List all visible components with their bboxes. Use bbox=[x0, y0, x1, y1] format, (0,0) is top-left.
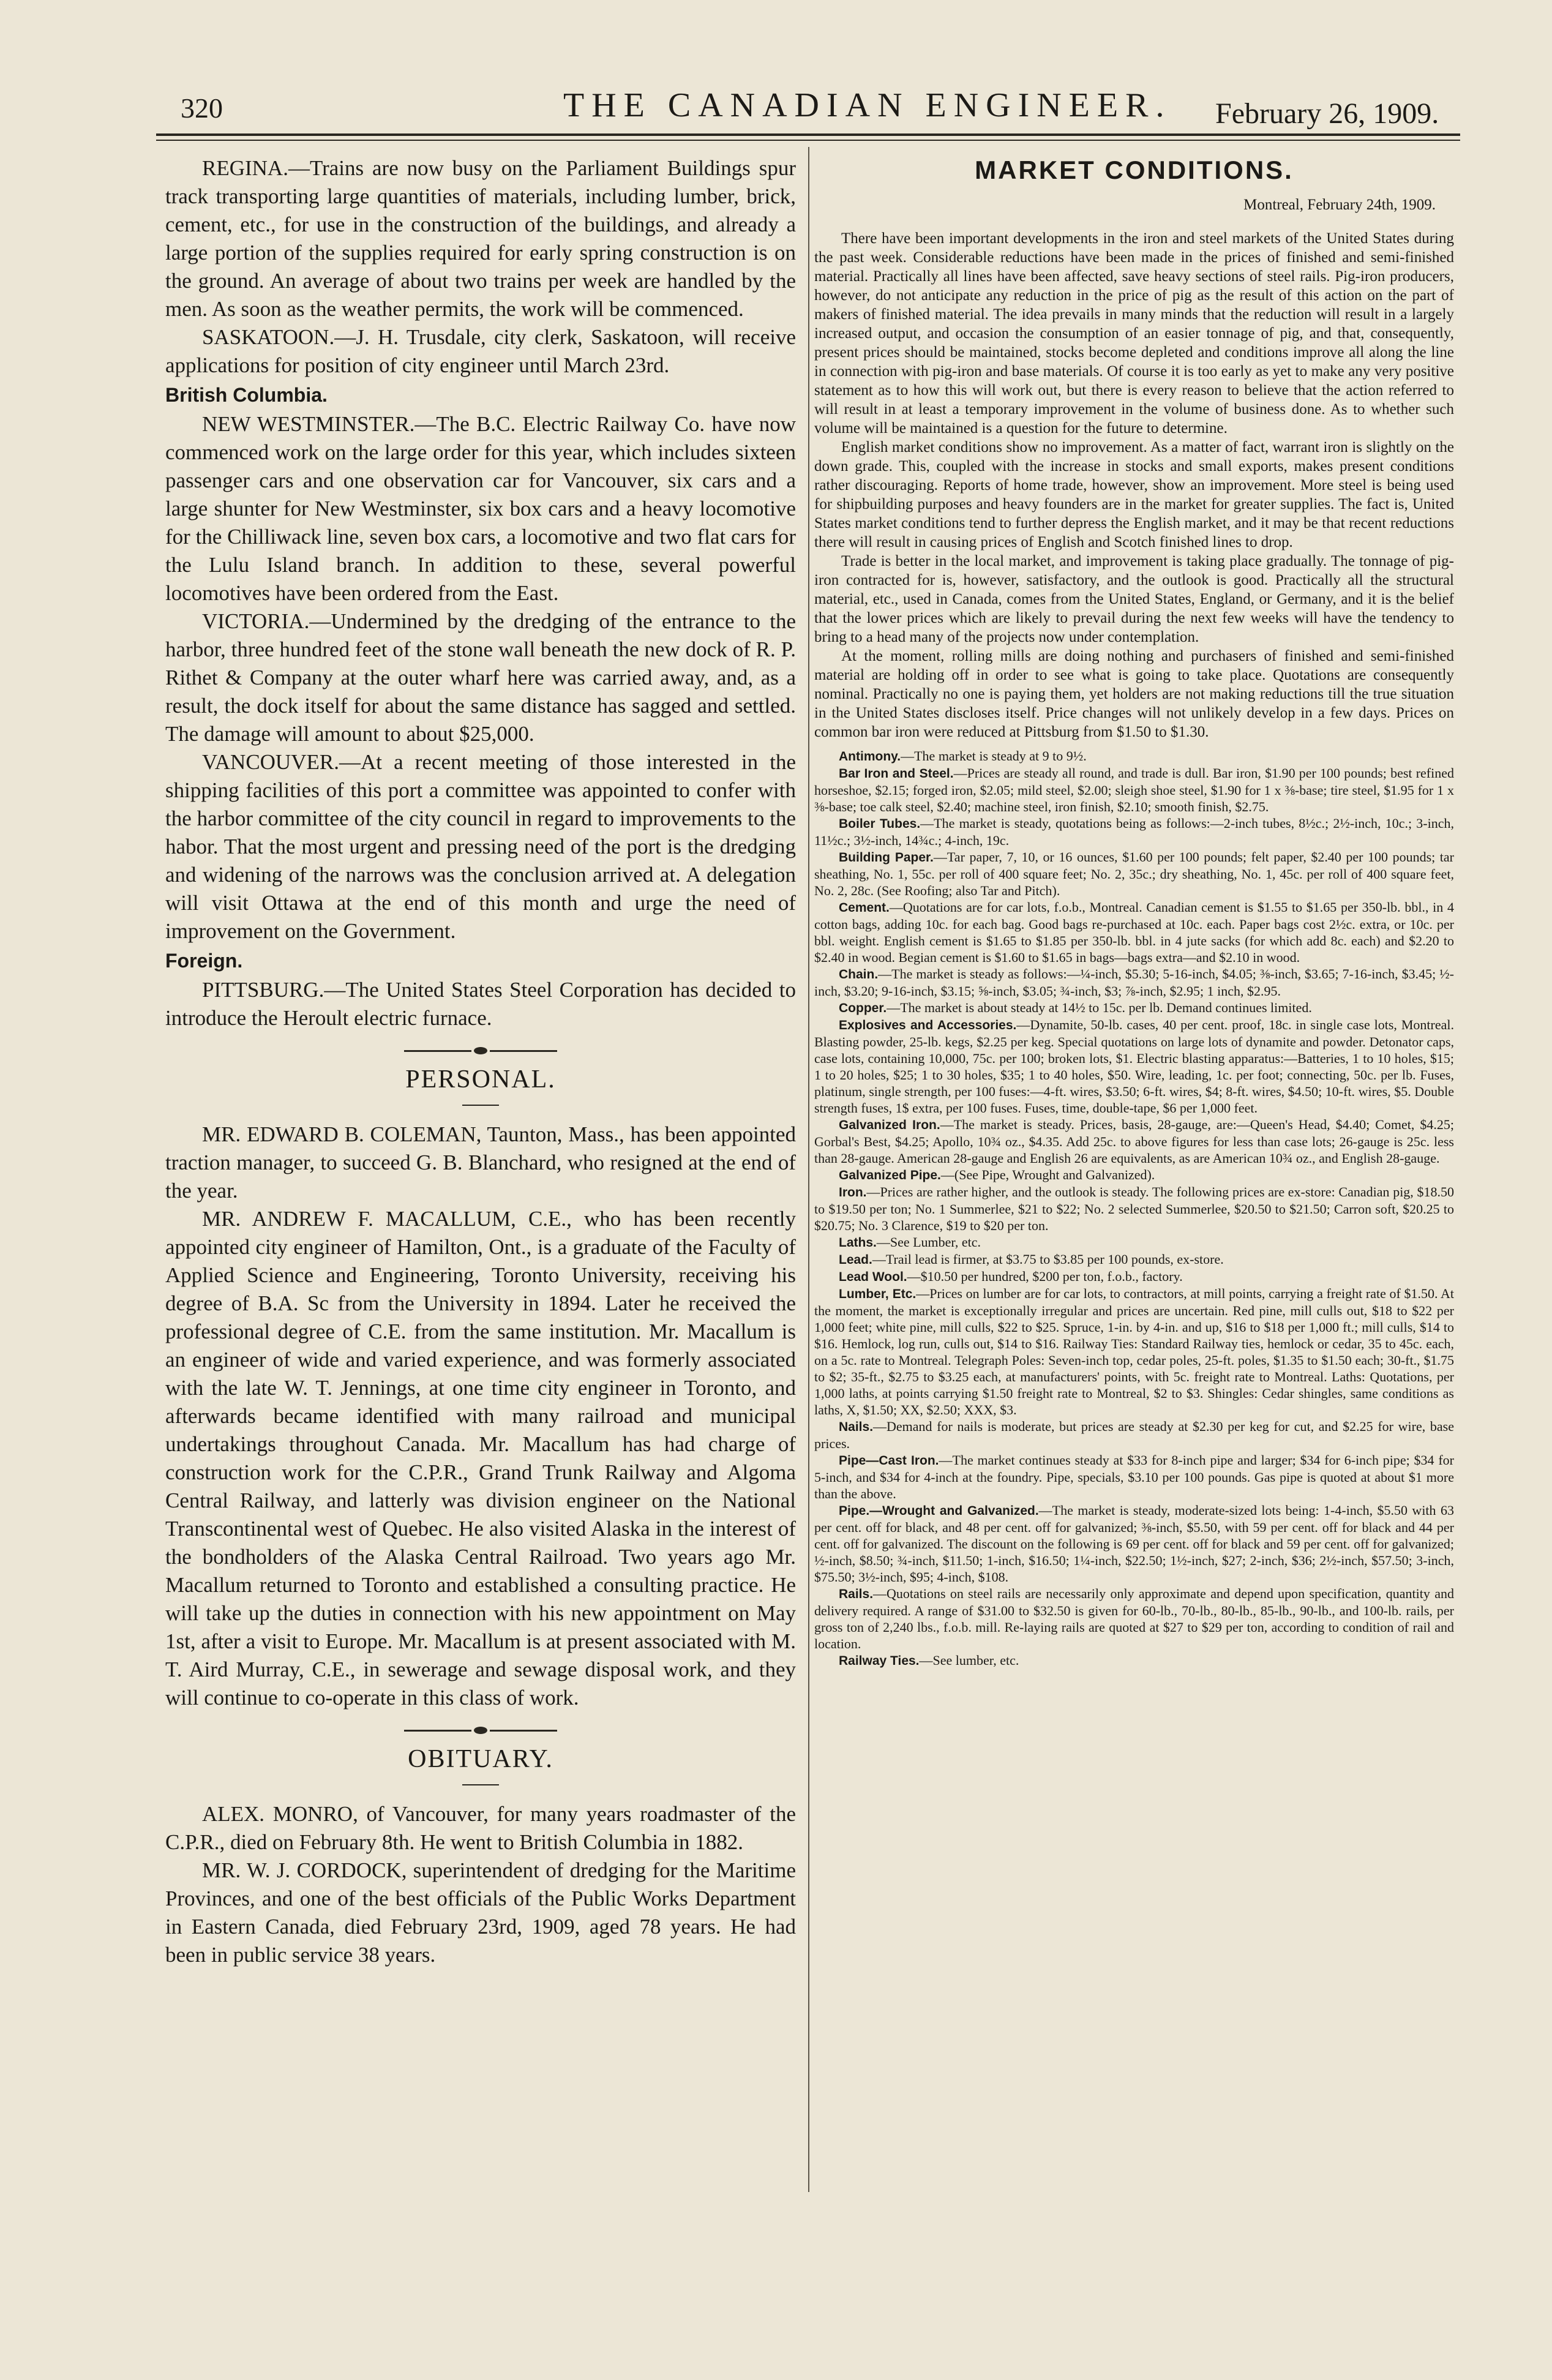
market-item bbox=[814, 1116, 1454, 1166]
issue-date: February 26, 1909. bbox=[1215, 97, 1439, 130]
victoria-paragraph: VICTORIA.—Undermined by the dredging of the entrance to the harbor, three hundred feet of the stone wall beneath the new dock of R. P. Rithet & Company at the outer wharf here was carried away, and, as a result, the dock itself for about the same distance has sagged and settled. The damage will amount to about $25,000. bbox=[165, 609, 796, 746]
market-item-text: —Tar paper, 7, 10, or 16 ounces, $1.60 per 100 pounds; felt paper, $2.40 per 100 pounds; tar sheathing, No. 1, 55c. per roll of 400 square feet; No. 2, 35c.; dry sheathing, No. 1, 45c. per roll of 400 square feet, No. 2, 28c. (See Roofing; also Tar and Pitch). bbox=[814, 849, 1454, 898]
market-item-label: Explosives and Accessories. bbox=[839, 1018, 1017, 1032]
personal-heading: PERSONAL. bbox=[165, 1065, 796, 1106]
market-item-text: —Prices are rather higher, and the outlook is steady. The following prices are ex-store: Canadian pig, $18.50 to $19.50 per ton; No. 1 Summerlee, $21 to $22; No. 2 selected Summerlee, $20.50 to $21.50; Carron soft, $20.25 to $20.75; No. 3 Clarence, $19 to $20 per ton. bbox=[814, 1184, 1454, 1233]
market-item bbox=[814, 1502, 1454, 1585]
ornamental-rule bbox=[165, 1724, 796, 1736]
market-item bbox=[814, 765, 1454, 815]
market-item-label: Laths. bbox=[839, 1236, 877, 1250]
market-item-label: Pipe—Cast Iron. bbox=[839, 1454, 939, 1468]
market-item bbox=[814, 1166, 1454, 1184]
market-item-label: Antimony. bbox=[839, 749, 901, 764]
obituary-paragraph: ALEX. MONRO, of Vancouver, for many years roadmaster of the C.P.R., died on February 8th. He went to British Columbia in 1882. bbox=[165, 1802, 796, 1854]
market-item-text: —The market is steady at 9 to 9½. bbox=[901, 748, 1087, 764]
market-item-text: —(See Pipe, Wrought and Galvanized). bbox=[940, 1167, 1155, 1182]
market-item-label: Cement. bbox=[839, 901, 890, 915]
market-item bbox=[814, 1234, 1454, 1251]
market-item-label: Bar Iron and Steel. bbox=[839, 767, 954, 781]
market-item-label: Lead Wool. bbox=[839, 1270, 907, 1284]
left-column bbox=[165, 154, 796, 1969]
market-item bbox=[814, 1251, 1454, 1268]
saskatoon-paragraph: SASKATOON.—J. H. Trusdale, city clerk, Saskatoon, will receive applications for position of city engineer until March 23rd. bbox=[165, 325, 796, 377]
british-columbia-heading: British Columbia. bbox=[165, 384, 328, 406]
market-paragraph: Trade is better in the local market, and improvement is taking place gradually. The tonnage of pig-iron contracted for is, however, satisfactory, and the outlook is good. Practically all the structural material, etc., used in Canada, comes from the United States, England, or Germany, and it is the belief that the lower prices which are likely to prevail during the next few weeks will have the tendency to bring to a head many of the projects now under contemplation. bbox=[814, 553, 1454, 645]
market-item-label: Iron. bbox=[839, 1185, 867, 1199]
market-item-label: Galvanized Iron. bbox=[839, 1118, 940, 1132]
market-item bbox=[814, 815, 1454, 849]
market-item bbox=[814, 1585, 1454, 1652]
header-rule-thin bbox=[156, 140, 1460, 141]
obituary-heading: OBITUARY. bbox=[165, 1745, 796, 1785]
right-column bbox=[814, 156, 1455, 1669]
market-item-label: Galvanized Pipe. bbox=[839, 1168, 941, 1182]
market-dateline: Montreal, February 24th, 1909. bbox=[1243, 197, 1436, 213]
market-item-text: —The market is about steady at 14½ to 15c. per lb. Demand continues limited. bbox=[887, 1000, 1312, 1015]
market-item-label: Chain. bbox=[839, 967, 879, 982]
market-item-label: Lumber, Etc. bbox=[839, 1287, 917, 1301]
market-item-text: —The market is steady as follows:—¼-inch, $5.30; 5-16-inch, $4.05; ⅜-inch, $3.65; 7-16-inch, $3.45; ½-inch, $3.20; 9-16-inch, $3.15; ⅝-inch, $3.05; ¾-inch, $3; ⅞-inch, $2.95; 1 inch, $2.95. bbox=[814, 966, 1454, 999]
obituary-paragraph: MR. W. J. CORDOCK, superintendent of dredging for the Maritime Provinces, and one of the best officials of the Public Works Department in Eastern Canada, died February 23rd, 1909, aged 78 years. He had been in public service 38 years. bbox=[165, 1858, 796, 1967]
market-item-label: Rails. bbox=[839, 1587, 874, 1601]
market-item bbox=[814, 966, 1454, 999]
market-item-text: —Trail lead is firmer, at $3.75 to $3.85 per 100 pounds, ex-store. bbox=[872, 1252, 1224, 1267]
market-item-text: —The market is steady, moderate-sized lots being: 1-4-inch, $5.50 with 63 per cent. off for black, and 48 per cent. off for galvanized; ⅜-inch, $5.50, with 59 per cent. off for black and 44 per cent. off for galvanized. The discount on the following is 69 per cent. off for black and 59 per cent. off for galvanized; ½-inch, $8.50; ¾-inch, $11.50; 1-inch, $16.50; 1¼-inch, $22.50; 1½-inch, $27; 2-inch, $36; 2½-inch, $57.50; 3-inch, $75.50; 3½-inch, $95; 4-inch, $108. bbox=[814, 1503, 1454, 1585]
personal-paragraph: MR. ANDREW F. MACALLUM, C.E., who has been recently appointed city engineer of Hamilton, Ont., is a graduate of the Faculty of Applied Science and Engineering, Toronto University, receiving his degree of B.A. Sc from the University in 1894. Later he received the professional degree of C.E. from the same institution. Mr. Macallum is an engineer of wide and varied experience, and was formerly associated with the late W. T. Jennings, at one time city engineer in Toronto, and afterwards became identified with many railroad and municipal undertakings throughout Canada. Mr. Macallum has had charge of construction work for the C.P.R., Grand Trunk Railway and Algoma Central Railway, and latterly was division engineer on the National Transcontinental west of Quebec. He also visited Alaska in the interest of the bondholders of the Alaska Central Railroad. Two years ago Mr. Macallum returned to Toronto and established a consulting practice. He will take up the duties in connection with his new appointment on May 1st, after a visit to Europe. Mr. Macallum is at present associated with M. T. Aird Murray, C.E., in sewerage and sewage disposal work, and they will continue to co-operate in this class of work. bbox=[165, 1207, 796, 1710]
market-item bbox=[814, 899, 1454, 966]
market-item-label: Pipe.—Wrought and Galvanized. bbox=[839, 1504, 1039, 1518]
running-head-title: THE CANADIAN ENGINEER. bbox=[563, 86, 1172, 124]
market-item bbox=[814, 1418, 1454, 1452]
vancouver-paragraph: VANCOUVER.—At a recent meeting of those interested in the shipping facilities of this port a committee was appointed to confer with the harbor committee of the city council in regard to improvements to the habor. That the most urgent and pressing need of the port is the dredging and widening of the narrows was the conclusion arrived at. A delegation will visit Ottawa at the end of this month and urge the need of improvement on the Government. bbox=[165, 750, 796, 943]
market-item bbox=[814, 1452, 1454, 1502]
market-item-text: —Quotations are for car lots, f.o.b., Montreal. Canadian cement is $1.55 to $1.65 per 350-lb. bbl., in 4 cotton bags, adding 10c. for each bag. Good bags re-purchased at 10c. each. Paper bags cost 2½c. extra, or 10c. per bbl. weight. English cement is $1.65 to $1.85 per 350-lb. bbl. in 4 jute sacks (for which add 8c. each) and $2.20 to $2.40 in wood. Begian cement is $1.60 to $1.65 in bags—bags extra—and $2.10 in wood. bbox=[814, 899, 1454, 965]
regina-paragraph: REGINA.—Trains are now busy on the Parliament Buildings spur track transporting large quantities of materials, including lumber, brick, cement, etc., for use in the construction of the buildings, and already a large portion of the supplies required for early spring construction is on the ground. An average of about two trains per week are handled by the men. As soon as the weather permits, the work will be commenced. bbox=[165, 156, 796, 321]
new-westminster-paragraph: NEW WESTMINSTER.—The B.C. Electric Railway Co. have now commenced work on the large order for this year, which includes sixteen passenger cars and one observation car for Vancouver, six cars and a large shunter for New Westminster, six box cars and a heavy locomotive for the Chilliwack line, seven box cars, a locomotive and two flat cars for the Lulu Island branch. In addition to these, several powerful locomotives have been ordered from the East. bbox=[165, 412, 796, 605]
column-divider bbox=[808, 147, 809, 2192]
personal-paragraph: MR. EDWARD B. COLEMAN, Taunton, Mass., has been appointed traction manager, to succeed G. B. Blanchard, who resigned at the end of the year. bbox=[165, 1122, 796, 1203]
ornamental-rule bbox=[165, 1045, 796, 1057]
market-item bbox=[814, 999, 1454, 1016]
market-item-label: Boiler Tubes. bbox=[839, 817, 921, 831]
market-item bbox=[814, 1268, 1454, 1285]
market-item bbox=[814, 1184, 1454, 1234]
market-item-text: —The market is steady. Prices, basis, 28-gauge, are:—Queen's Head, $4.40; Comet, $4.25; Gorbal's Best, $4.25; Apollo, 10¾ oz., $4.35. Add 25c. to above figures for less than case lots; 26-gauge is 25c. less than 28-gauge. American 28-gauge and English 26 are equivalents, as are American 10¾ oz., and English 28-gauge. bbox=[814, 1117, 1454, 1166]
market-item-text: —Quotations on steel rails are necessarily only approximate and depend upon specification, quantity and delivery required. A range of $31.00 to $32.50 is given for 60-lb., 70-lb., 80-lb., 85-lb., 90-lb., and 100-lb. rails, per gross ton of 2,240 lbs., f.o.b. mill. Re-laying rails are quoted at $27 to $29 per ton, according to condition of rail and location. bbox=[814, 1586, 1454, 1651]
market-item-label: Building Paper. bbox=[839, 850, 934, 865]
market-item-label: Railway Ties. bbox=[839, 1654, 920, 1668]
page-number: 320 bbox=[181, 92, 223, 124]
foreign-heading: Foreign. bbox=[165, 950, 243, 972]
market-item-label: Copper. bbox=[839, 1001, 887, 1015]
market-item bbox=[814, 748, 1454, 765]
market-paragraph: English market conditions show no improvement. As a matter of fact, warrant iron is slightly on the down grade. This, coupled with the increase in stocks and small exports, makes present conditions rather discouraging. Reports of home trade, however, show an improvement. More steel is being used for shipbuilding purposes and heavy founders are in the market for greater supplies. The fact is, United States market conditions tend to further depress the English market, and it may be that recent reductions there will result in causing prices of English and Scotch finished lines to drop. bbox=[814, 439, 1454, 550]
market-quotations bbox=[814, 748, 1454, 1669]
market-item-label: Lead. bbox=[839, 1253, 872, 1267]
market-item-text: —Prices on lumber are for car lots, to contractors, at mill points, carrying a freight rate of $1.50. At the moment, the market is exceptionally irregular and prices are uncertain. Red pine, mill culls out, $18 to $22 per 1,000 feet; white pine, mill culls, $22 to $25. Spruce, 1-in. by 4-in. and up, $16 to $18 per 1,000 ft.; mill culls, $14 to $16. Hemlock, log run, culls out, $14 to $16. Railway Ties: Standard Railway ties, hemlock or cedar, 35 to 45c. each, on a 5c. rate to Montreal. Telegraph Poles: Seven-inch top, cedar poles, 25-ft. poles, $1.35 to $1.50 each; 30-ft., $1.75 to $2; 35-ft., $2.75 to $3.25 each, at manufacturers' points, with 5c. freight rate to Montreal. Laths: Quotations, per 1,000 laths, at points carrying $1.50 freight rate to Montreal, $2 to $3. Shingles: Cedar shingles, same conditions as laths, X, $1.50; XX, $2.50; XXX, $3. bbox=[814, 1286, 1455, 1417]
market-conditions-heading: MARKET CONDITIONS. bbox=[975, 156, 1294, 184]
market-item-text: —$10.50 per hundred, $200 per ton, f.o.b., factory. bbox=[907, 1269, 1183, 1284]
market-item-text: —Prices are steady all round, and trade is dull. Bar iron, $1.90 per 100 pounds; best refined horseshoe, $2.15; forged iron, $2.05; mild steel, $2.00; sleigh shoe steel, $1.90 for 1 x ⅜-base; tire steel, $1.95 for 1 x ⅜-base; toe calk steel, $2.40; machine steel, iron finish, $2.10; smooth finish, $2.75. bbox=[814, 765, 1454, 814]
market-item-text: —The market is steady, quotations being as follows:—2-inch tubes, 8½c.; 2½-inch, 10c.; 3-inch, 11½c.; 3½-inch, 14¾c.; 4-inch, 19c. bbox=[814, 816, 1455, 848]
market-paragraph: At the moment, rolling mills are doing nothing and purchasers of finished and semi-finished material are holding off in order to see what is going to take place. Quotations are consequently nominal. Practically no one is paying them, yet holders are not making reductions till the true situation in the United States discloses itself. Price changes will not unlikely develop in a few days. Prices on common bar iron were reduced at Pittsburg from $1.50 to $1.30. bbox=[814, 648, 1454, 740]
pittsburg-paragraph: PITTSBURG.—The United States Steel Corporation has decided to introduce the Heroult electric furnace. bbox=[165, 978, 796, 1030]
header-rule-thick bbox=[156, 133, 1460, 136]
market-item-text: —Dynamite, 50-lb. cases, 40 per cent. proof, 18c. in single case lots, Montreal. Blasting powder, 25-lb. kegs, $2.25 per keg. Special quotations on large lots of dynamite and powder. Detonator caps, case lots, containing 10,000, 75c. per 100; broken lots, $1. Electric blasting apparatus:—Batteries, 1 to 10 holes, $15; 1 to 20 holes, $25; 1 to 30 holes, $35; 1 to 40 holes, $50. Wire, leading, 1c. per foot; connecting, 50c. per lb. Fuses, platinum, single strength, per 100 fuses:—4-ft. wires, $3.50; 6-ft. wires, $4; 8-ft. wires, $4.50; 10-ft. wires, $5. Double strength fuses, 1$ extra, per 100 fuses. Fuses, time, double-tape, $6 per 1,000 feet. bbox=[814, 1017, 1454, 1116]
market-item-text: —See Lumber, etc. bbox=[876, 1234, 981, 1250]
market-item-text: —See lumber, etc. bbox=[919, 1653, 1019, 1668]
market-item bbox=[814, 1652, 1454, 1669]
market-item bbox=[814, 1016, 1454, 1116]
market-item bbox=[814, 849, 1454, 899]
market-item-text: —The market continues steady at $33 for 8-inch pipe and larger; $34 for 6-inch pipe; $34 for 5-inch, and $34 for 4-inch at the foundry. Pipe, specials, $3.10 per 100 pounds. Gas pipe is quoted at about $1 more than the above. bbox=[814, 1452, 1454, 1501]
market-item-text: —Demand for nails is moderate, but prices are steady at $2.30 per keg for cut, and $2.25 for wire, base prices. bbox=[814, 1419, 1454, 1451]
market-item-label: Nails. bbox=[839, 1420, 874, 1434]
market-paragraph: There have been important developments in the iron and steel markets of the United States during the past week. Considerable reductions have been made in the prices of finished and semi-finished material. Practically all lines have been affected, save heavy sections of steel rails. Pig-iron producers, however, do not anticipate any reduction in the price of pig as the result of this action on the part of makers of finished material. The idea prevails in many minds that the reduction will result in a largely increased output, and occasion the consumption of an easier tonnage of pig, and that, consequently, present prices should be maintained, stocks become depleted and conditions improve all along the line in connection with pig-iron and base materials. Of course it is too early as yet to make any very positive statement as to how this will work out, but there is every reason to believe that the action referred to will result in at least a temporary improvement in the volume of business done. As to whether such volume will be maintained is a question for the future to determine. bbox=[814, 230, 1454, 437]
market-item bbox=[814, 1285, 1454, 1418]
